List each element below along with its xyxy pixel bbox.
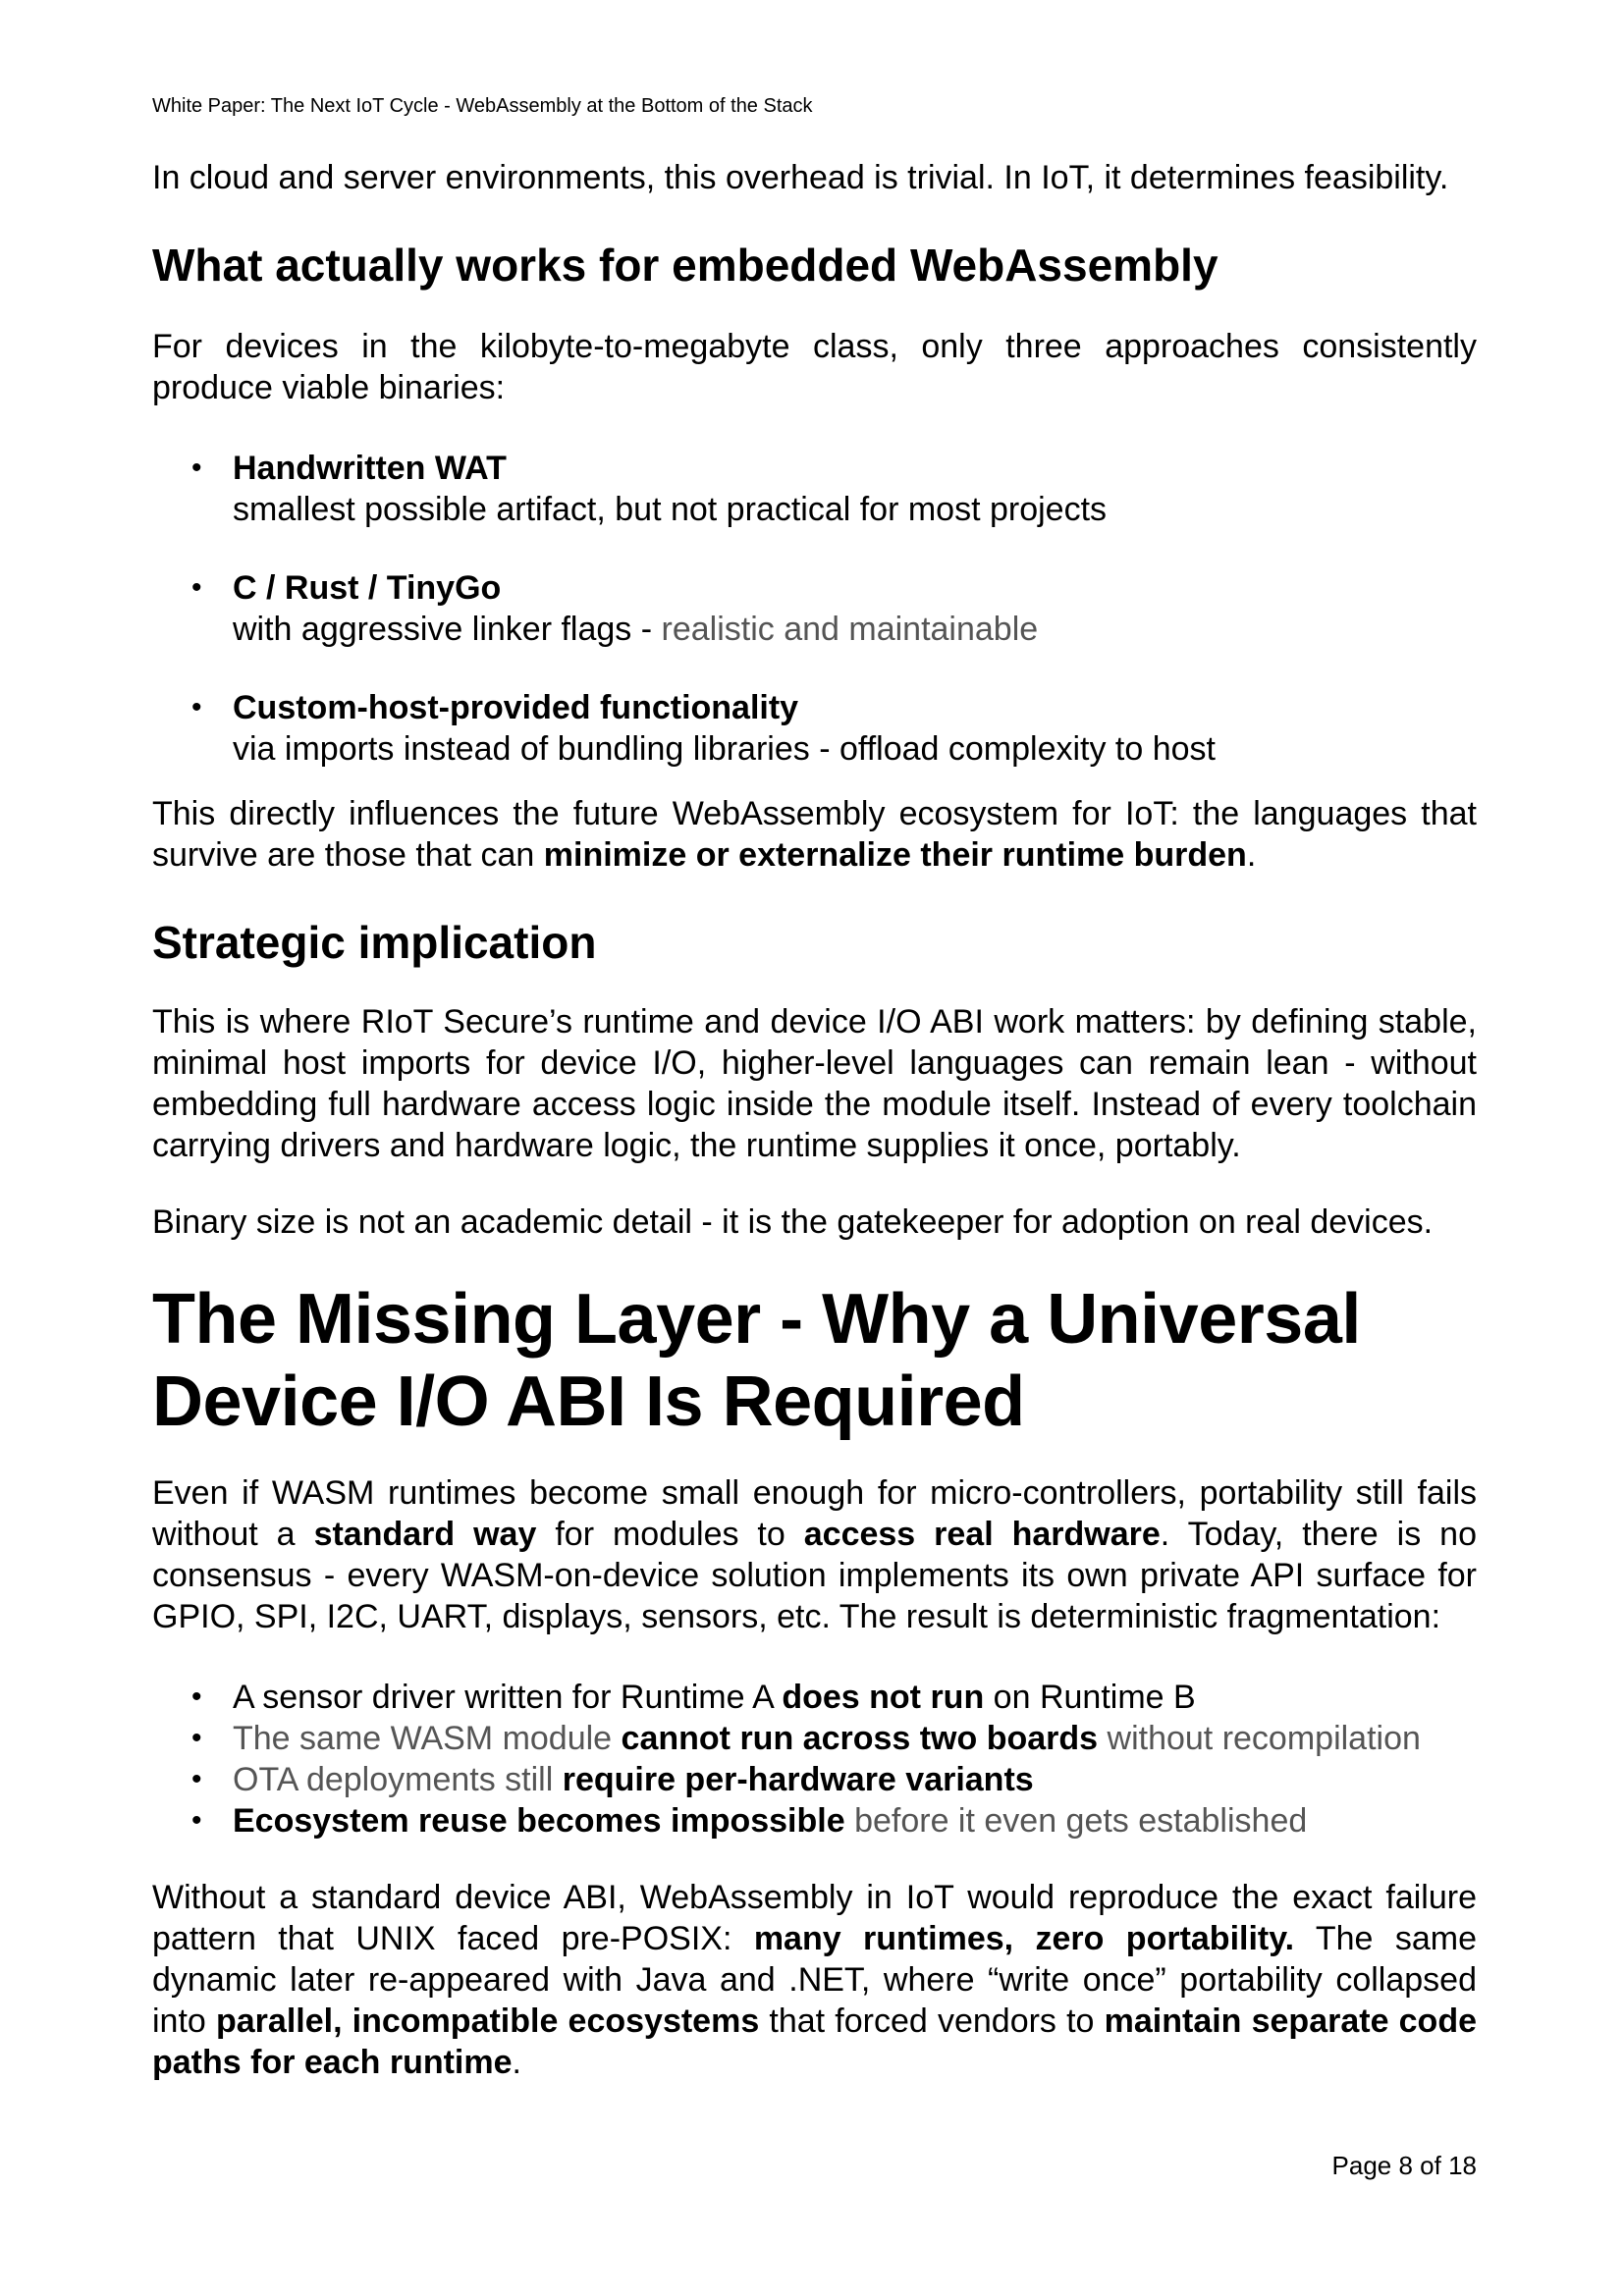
text-segment: that forced vendors to (759, 2002, 1105, 2040)
approach-list (152, 448, 1477, 770)
fragmentation-list (152, 1677, 1477, 1842)
text-segment: The same WASM module (233, 1720, 622, 1757)
text-segment: . Today, there is no consensus - every WASM-on-device solution implements its own private API surface for GPIO, SPI, I2C, UART, displays, sensors, etc. The result is deterministic fragmentation: (152, 1516, 1477, 1635)
text-segment: . (512, 2044, 521, 2081)
text-segment: many runtimes, zero portability. (753, 1920, 1295, 1957)
section-heading-strategic-implication: Strategic implication (152, 917, 597, 968)
text-segment: This directly influences the future WebAssembly ecosystem for IoT: the languages that survive are those that can (152, 795, 1477, 874)
list-item-two-boards (152, 1718, 1477, 1759)
text-segment: parallel, incompatible ecosystems (216, 2002, 760, 2040)
conclusion-paragraph (152, 1877, 1477, 2083)
item-desc (233, 609, 1477, 650)
fragmentation-paragraph (152, 1472, 1477, 1637)
text-segment: OTA deployments still (233, 1761, 563, 1798)
embedded-outro-paragraph (152, 793, 1477, 876)
text-segment: Without a standard device ABI, WebAssembly in IoT would reproduce the exact failure pattern that UNIX faced pre-POSIX: (152, 1879, 1477, 1957)
text-segment: require per-hardware variants (562, 1761, 1034, 1798)
list-item-custom-host-provided (152, 687, 1477, 770)
lead-paragraph: For devices in the kilobyte-to-megabyte class, only three approaches consistently produce viable binaries: (152, 328, 1477, 406)
section-heading-embedded-wasm: What actually works for embedded WebAssembly (152, 240, 1218, 291)
page-number: Page 8 of 18 (1331, 2151, 1477, 2180)
text-segment: for modules to (536, 1516, 804, 1553)
text-segment: standard way (313, 1516, 537, 1553)
item-title: • Handwritten WAT (233, 450, 507, 487)
text-segment: cannot run across two boards (621, 1720, 1099, 1757)
main-title-missing-layer: The Missing Layer - Why a Universal Device I/O ABI Is Required (152, 1280, 1361, 1441)
text-segment: with aggressive linker flags - (233, 611, 662, 648)
text-segment: via imports instead of bundling libraries - offload complexity to host (233, 730, 1216, 768)
text-segment: maintain separate code paths for each runtime (152, 2002, 1478, 2081)
text-segment: before it even gets established (844, 1802, 1308, 1840)
list-item-runtime-a-b (152, 1677, 1477, 1718)
text-segment: access real hardware (803, 1516, 1161, 1553)
item-title: • Custom-host-provided functionality (233, 689, 799, 726)
intro-paragraph: In cloud and server environments, this overhead is trivial. In IoT, it determines feasibility. (152, 159, 1449, 196)
item-desc (233, 728, 1477, 770)
binary-size-paragraph: Binary size is not an academic detail - it is the gatekeeper for adoption on real devices. (152, 1203, 1434, 1241)
text-segment: A sensor driver written for Runtime A (233, 1679, 783, 1716)
text-segment: realistic and maintainable (661, 611, 1039, 648)
strategic-paragraph: This is where RIoT Secure’s runtime and device I/O ABI work matters: by defining stable, minimal host imports for device I/O, higher-level languages can remain lean - without embedding full hardware access logic inside the module itself. Instead of every toolchain carrying drivers and hardware logic, the runtime supplies it once, portably. (152, 1003, 1477, 1164)
text-segment: Even if WASM runtimes become small enough for micro-controllers, portability still fails without a (152, 1474, 1477, 1553)
list-item-ota-variants (152, 1759, 1477, 1800)
text-segment: Ecosystem reuse becomes impossible (233, 1802, 845, 1840)
running-header: White Paper: The Next IoT Cycle - WebAssembly at the Bottom of the Stack (152, 95, 813, 117)
text-segment: does not run (782, 1679, 985, 1716)
list-item-c-rust-tinygo (152, 567, 1477, 650)
item-title: • C / Rust / TinyGo (233, 569, 502, 607)
list-item-handwritten-wat (152, 448, 1477, 530)
text-segment: The same dynamic later re-appeared with Java and .NET, where “write once” portability collapsed into (152, 1920, 1477, 2040)
list-item-ecosystem-reuse (152, 1800, 1477, 1842)
text-segment: smallest possible artifact, but not practical for most projects (233, 491, 1108, 528)
text-segment: . (1246, 836, 1257, 874)
text-segment: without recompilation (1098, 1720, 1421, 1757)
text-segment: minimize or externalize their runtime burden (543, 836, 1247, 874)
text-segment: on Runtime B (984, 1679, 1196, 1716)
item-desc (233, 489, 1477, 530)
